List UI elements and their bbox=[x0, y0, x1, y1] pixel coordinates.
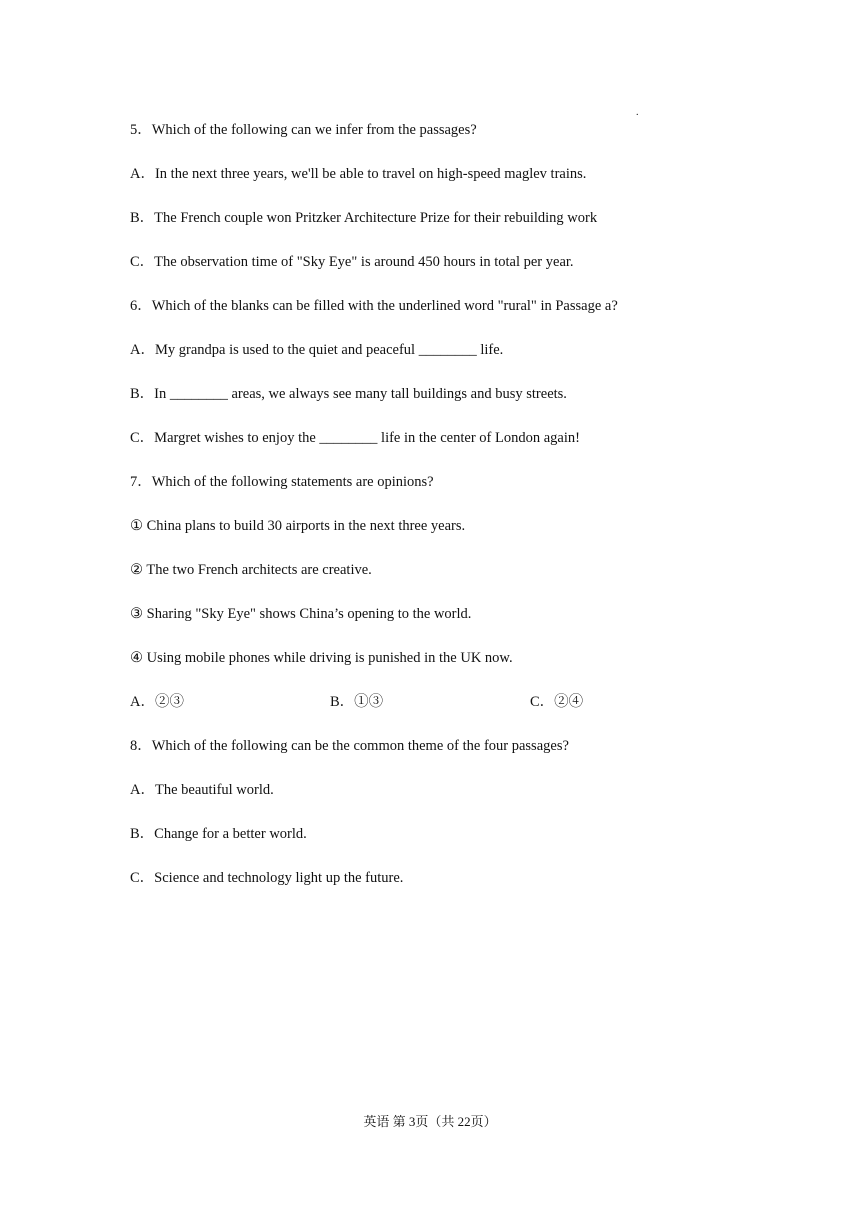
question-6-option-b: B．In ________ areas, we always see many tall buildings and busy streets. bbox=[130, 386, 567, 402]
question-8-option-a: A．The beautiful world. bbox=[130, 782, 274, 798]
question-6-option-a: A．My grandpa is used to the quiet and peaceful ________ life. bbox=[130, 342, 504, 358]
page-mark-dot: . bbox=[636, 107, 639, 118]
question-7-option-a: A．②③ bbox=[130, 694, 184, 710]
question-7-statement-3: ③ Sharing "Sky Eye" shows China’s opening to the world. bbox=[130, 606, 472, 622]
question-5-option-b: B．The French couple won Pritzker Architecture Prize for their rebuilding work bbox=[130, 210, 598, 226]
question-5-option-a: A．In the next three years, we'll be able to travel on high-speed maglev trains. bbox=[130, 166, 587, 182]
question-7-stem: 7．Which of the following statements are opinions? bbox=[130, 474, 434, 490]
question-7-statement-2: ② The two French architects are creative. bbox=[130, 562, 372, 578]
page-footer: 英语 第 3页（共 22页） bbox=[363, 1114, 497, 1129]
question-5-stem: 5．Which of the following can we infer from the passages? bbox=[130, 122, 477, 138]
question-7-statement-1: ① China plans to build 30 airports in the next three years. bbox=[130, 518, 466, 534]
question-6-option-c: C．Margret wishes to enjoy the ________ life in the center of London again! bbox=[130, 430, 580, 446]
question-7-option-b: B．①③ bbox=[330, 694, 384, 710]
question-6-stem: 6．Which of the blanks can be filled with the underlined word "rural" in Passage a? bbox=[130, 298, 618, 314]
question-7-statement-4: ④ Using mobile phones while driving is punished in the UK now. bbox=[130, 650, 513, 666]
question-8-stem: 8．Which of the following can be the common theme of the four passages? bbox=[130, 738, 569, 754]
question-5-option-c: C．The observation time of "Sky Eye" is around 450 hours in total per year. bbox=[130, 254, 574, 270]
question-8-option-b: B．Change for a better world. bbox=[130, 826, 307, 842]
question-7-option-c: C．②④ bbox=[530, 694, 584, 710]
question-8-option-c: C．Science and technology light up the future. bbox=[130, 870, 404, 886]
question-7-options-row bbox=[0, 693, 860, 711]
